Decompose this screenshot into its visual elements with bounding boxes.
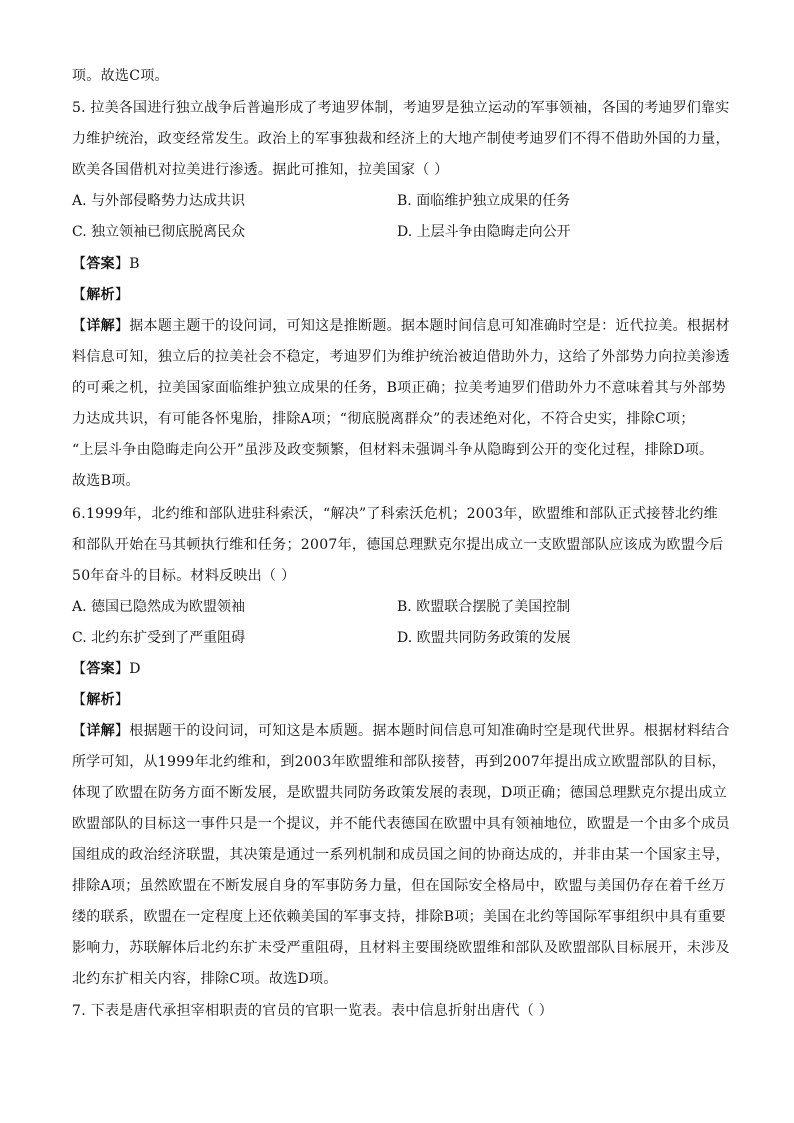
detail-text: “上层斗争由隐晦走向公开”虽涉及政变频繁，但材料未强调斗争从隐晦到公开的变化过程，排除D项。 — [72, 442, 714, 458]
detail-text: 北约东扩相关内容，排除C项。故选D项。 — [72, 971, 338, 987]
detail-text: 所学可知，从1999年北约维和，到2003年欧盟维和部队接替，再到2007年提出成立欧盟部队的目标， — [72, 754, 726, 770]
option-b: B. 欧盟联合摆脱了美国控制 — [397, 599, 571, 615]
question-stem-line: 6.1999年，北约维和部队进驻科索沃，“解决”了科索沃危机；2003年，欧盟维和部队正式接替北约维 — [72, 506, 718, 522]
answer-tag: 答案 — [86, 661, 115, 677]
answer-line: 【答案】D — [72, 661, 141, 677]
detail-text: 欧盟部队的目标这一事件只是一个提议，并不能代表德国在欧盟中具有领袖地位，欧盟是一个由多个成员 — [72, 816, 730, 832]
detail-text: 故选B项。 — [72, 473, 140, 489]
detail-tag: 详解 — [86, 723, 115, 739]
question-stem-line: 7. 下表是唐代承担宰相职责的官员的官职一览表。表中信息折射出唐代（ ） — [72, 1003, 554, 1019]
analysis-tag: 解析 — [86, 692, 115, 708]
answer-value: D — [129, 661, 141, 677]
answer-tag: 答案 — [86, 256, 115, 272]
detail-text: 据本题主题干的设问词，可知这是推断题。据本题时间信息可知准确时空是：近代拉美。根据材 — [129, 318, 730, 334]
detail-text: 的可乘之机，拉美国家面临维护独立成果的任务，B项正确；拉美考迪罗们借助外力不意味着其与外部势 — [72, 380, 727, 396]
option-d: D. 欧盟共同防务政策的发展 — [397, 630, 571, 646]
detail-text: 缕的联系，欧盟在一定程度上还依赖美国的军事支持，排除B项；美国在北约等国际军事组织中具有重要 — [72, 909, 727, 925]
option-b: B. 面临维护独立成果的任务 — [397, 193, 571, 209]
option-a: A. 德国已隐然成为欧盟领袖 — [72, 599, 246, 615]
question-stem-line: 50年奋斗的目标。材料反映出（ ） — [72, 568, 296, 584]
detail-text: 影响力，苏联解体后北约东扩未受严重阻碍，且材料主要围绕欧盟维和部队及欧盟部队目标展开，未涉及 — [72, 940, 730, 956]
analysis-tag: 解析 — [86, 287, 115, 303]
detail-text: 根据题干的设问词，可知这是本质题。据本题时间信息可知准确时空是现代世界。根据材料结合 — [129, 723, 730, 739]
detail-text: 体现了欧盟在防务方面不断发展，是欧盟共同防务政策发展的表现，D项正确；德国总理默克尔提出成立 — [72, 785, 728, 801]
text-line: 项。故选C项。 — [72, 68, 169, 84]
detail-line: 【详解】据本题主题干的设问词，可知这是推断题。据本题时间信息可知准确时空是：近代拉美。根据材 — [72, 318, 730, 334]
detail-text: 国组成的政治经济联盟，其决策是通过一系列机制和成员国之间的协商达成的，并非由某一个国家主导， — [72, 847, 730, 863]
answer-line: 【答案】B — [72, 256, 140, 272]
analysis-heading: 【解析】 — [72, 287, 130, 303]
detail-line: 【详解】根据题干的设问词，可知这是本质题。据本题时间信息可知准确时空是现代世界。根据材料结合 — [72, 723, 730, 739]
detail-text: 料信息可知，独立后的拉美社会不稳定，考迪罗们为维护统治被迫借助外力，这给了外部势力向拉美渗透 — [72, 349, 730, 365]
option-c: C. 独立领袖已彻底脱离民众 — [72, 224, 246, 240]
detail-tag: 详解 — [86, 318, 115, 334]
option-c: C. 北约东扩受到了严重阻碍 — [72, 630, 246, 646]
option-d: D. 上层斗争由隐晦走向公开 — [397, 224, 571, 240]
question-stem-line: 5. 拉美各国进行独立战争后普遍形成了考迪罗体制，考迪罗是独立运动的军事领袖，各国的考迪罗们靠实 — [72, 100, 730, 116]
question-stem-line: 力维护统治，政变经常发生。政治上的军事独裁和经济上的大地产制使考迪罗们不得不借助外国的力量， — [72, 131, 730, 147]
detail-text: 排除A项；虽然欧盟在不断发展自身的军事防务力量，但在国际安全格局中，欧盟与美国仍存在着千丝万 — [72, 878, 726, 894]
analysis-heading: 【解析】 — [72, 692, 130, 708]
option-a: A. 与外部侵略势力达成共识 — [72, 193, 246, 209]
answer-value: B — [129, 256, 140, 272]
question-stem-line: 和部队开始在马其顿执行维和任务；2007年，德国总理默克尔提出成立一支欧盟部队应该成为欧盟今后 — [72, 537, 724, 553]
question-stem-line: 欧美各国借机对拉美进行渗透。据此可推知，拉美国家（ ） — [72, 162, 449, 178]
detail-text: 力达成共识，有可能各怀鬼胎，排除A项；“彻底脱离群众”的表述绝对化，不符合史实，排除C项； — [72, 411, 695, 427]
